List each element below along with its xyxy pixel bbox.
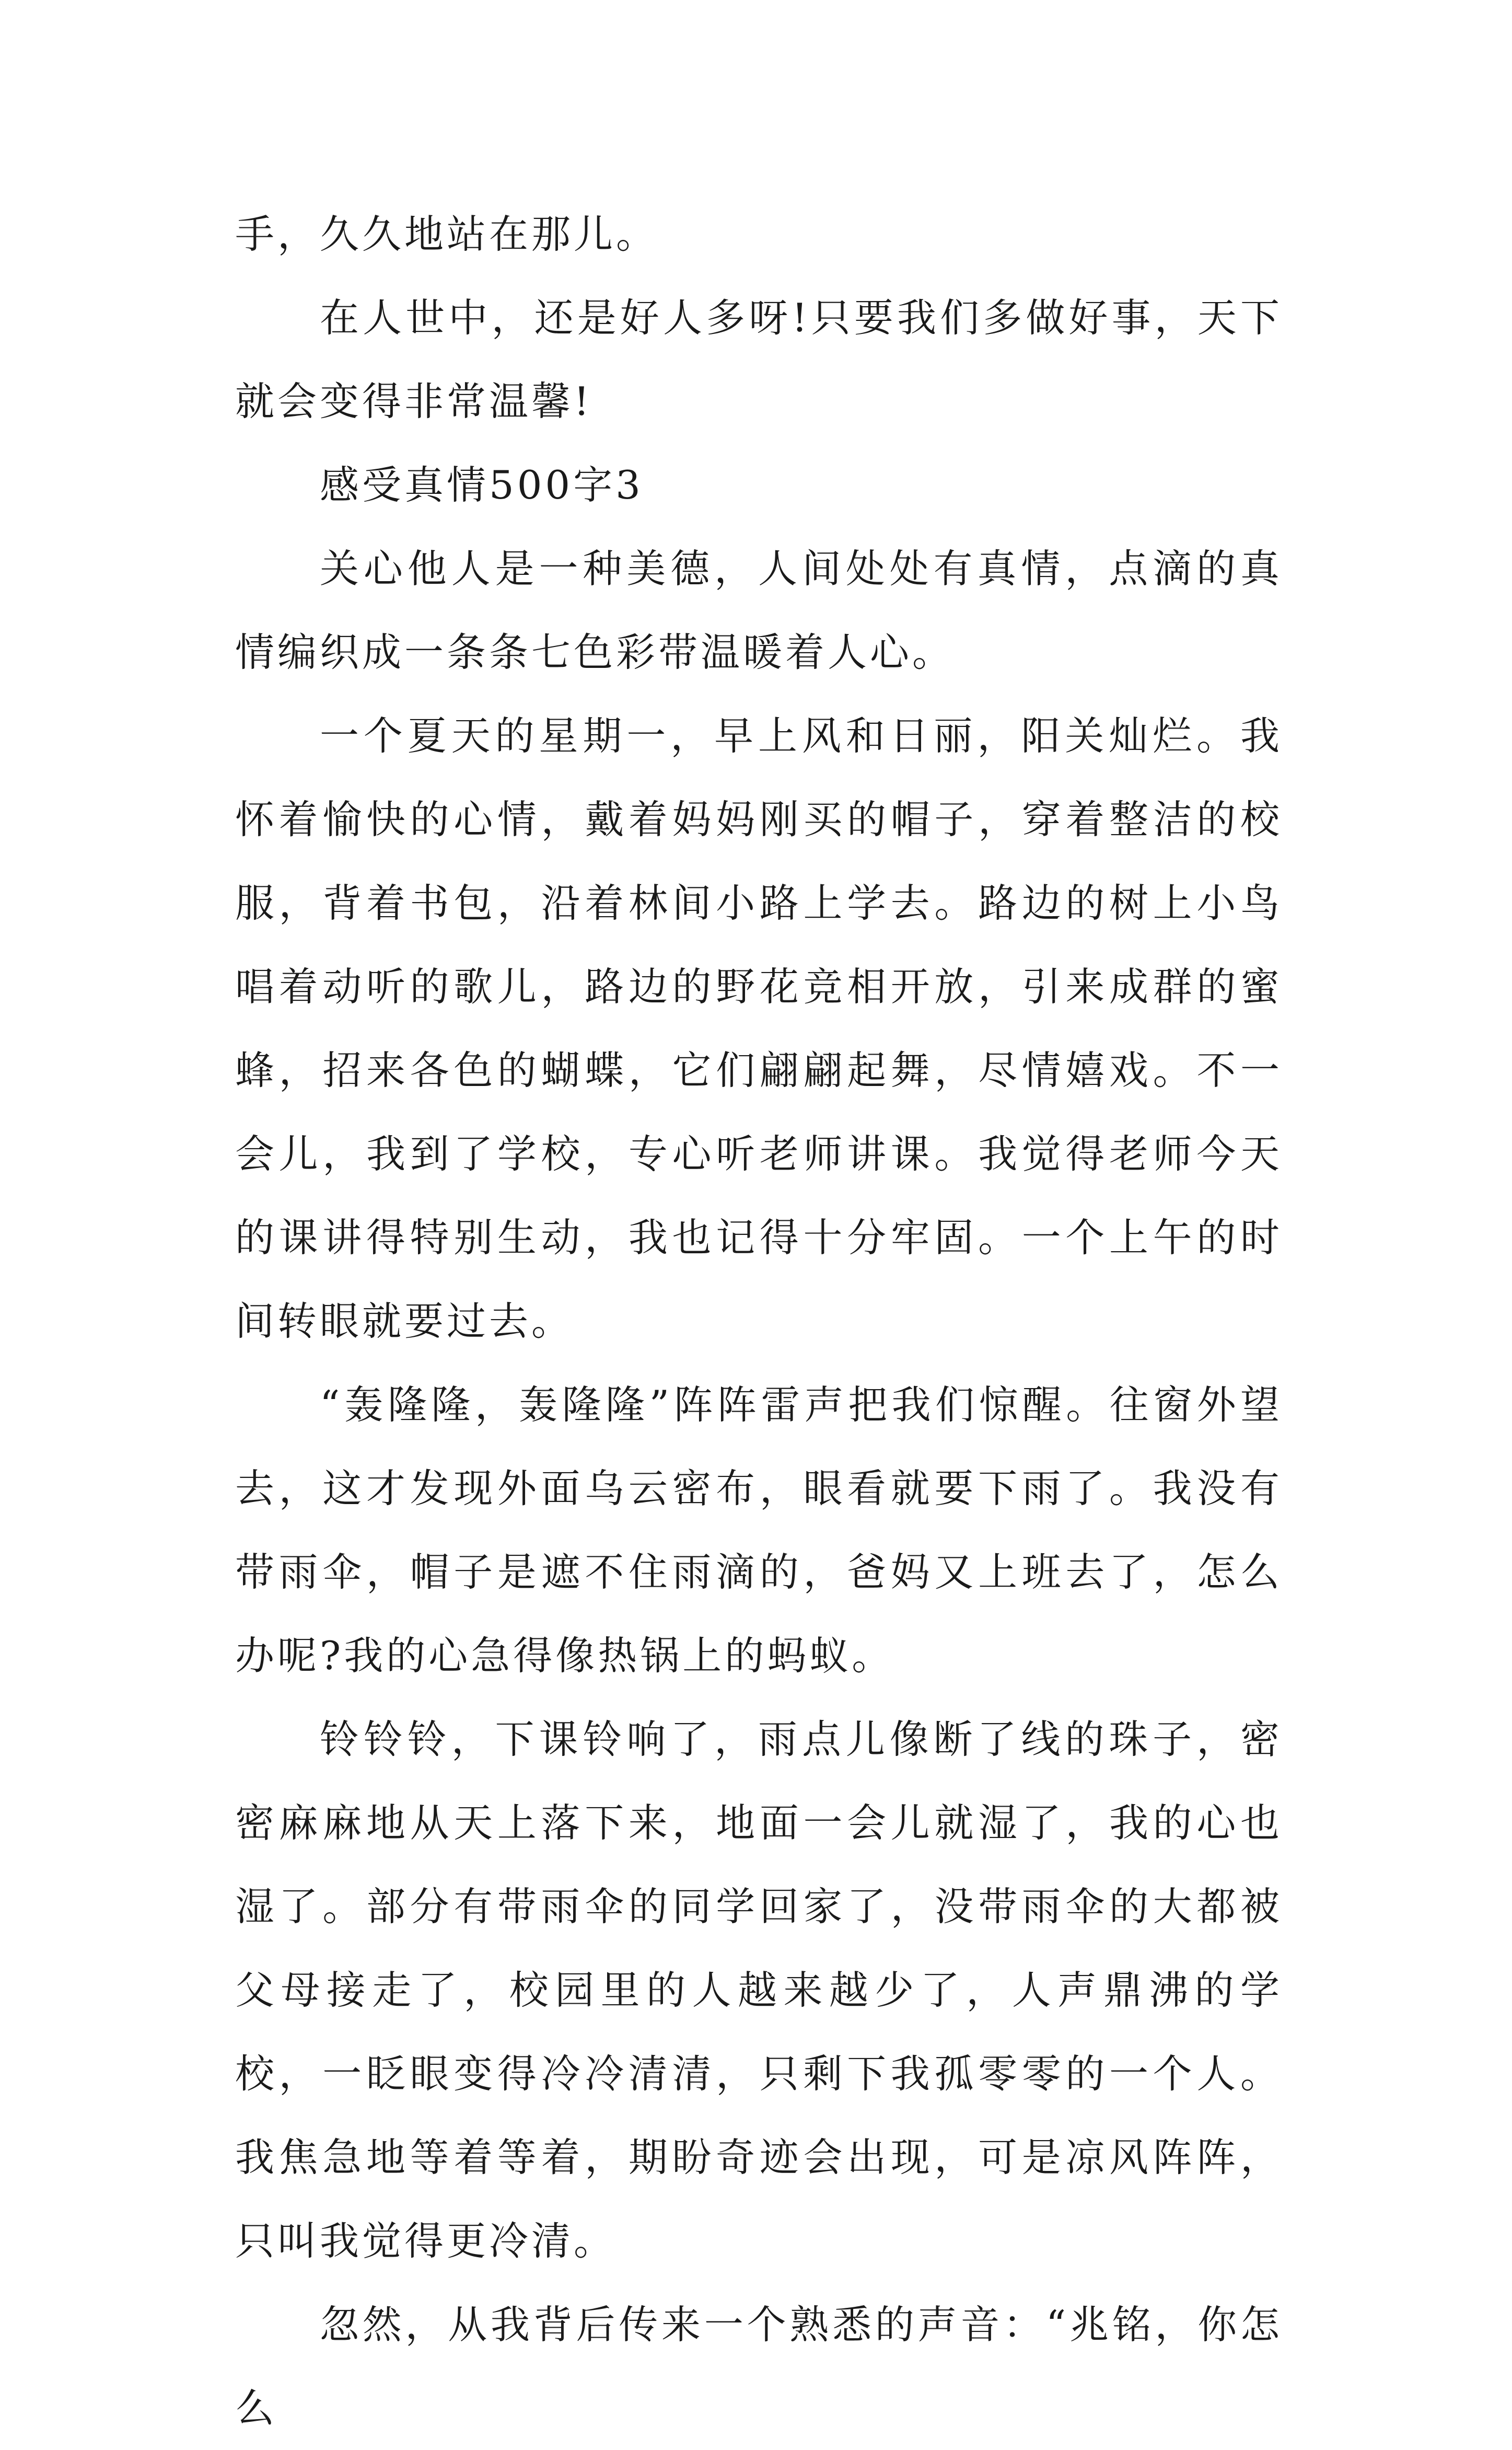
paragraph: 铃铃铃，下课铃响了，雨点儿像断了线的珠子，密密麻麻地从天上落下来，地面一会儿就湿了，我的心也湿了。部分有带雨伞的同学回家了，没带雨伞的大都被父母接走了，校园里的人越来越少了，人声鼎沸的学校，一眨眼变得冷冷清清，只剩下我孤零零的一个人。我焦急地等着等着，期盼奇迹会出现，可是凉风阵阵，只叫我觉得更冷清。	[235, 1716, 1283, 2264]
paragraph-truncated: 忽然，从我背后传来一个熟悉的声音：“兆铭，你怎么	[235, 2302, 1283, 2431]
paragraph-continuation: 手，久久地站在那儿。	[235, 211, 659, 257]
article-body	[235, 192, 1283, 2450]
paragraph: “轰隆隆，轰隆隆”阵阵雷声把我们惊醒。往窗外望去，这才发现外面乌云密布，眼看就要下雨了。我没有带雨伞，帽子是遮不住雨滴的，爸妈又上班去了，怎么办呢?我的心急得像热锅上的蚂蚁。	[235, 1382, 1283, 1679]
section-heading: 感受真情500字3	[320, 462, 644, 508]
paragraph: 在人世中，还是好人多呀!只要我们多做好事，天下就会变得非常温馨!	[235, 295, 1283, 424]
paragraph: 一个夏天的星期一，早上风和日丽，阳关灿烂。我怀着愉快的心情，戴着妈妈刚买的帽子，穿着整洁的校服，背着书包，沿着林间小路上学去。路边的树上小鸟唱着动听的歌儿，路边的野花竞相开放，引来成群的蜜蜂，招来各色的蝴蝶，它们翩翩起舞，尽情嬉戏。不一会儿，我到了学校，专心听老师讲课。我觉得老师今天的课讲得特别生动，我也记得十分牢固。一个上午的时间转眼就要过去。	[235, 713, 1283, 1344]
paragraph: 关心他人是一种美德，人间处处有真情，点滴的真情编织成一条条七色彩带温暖着人心。	[235, 546, 1283, 675]
